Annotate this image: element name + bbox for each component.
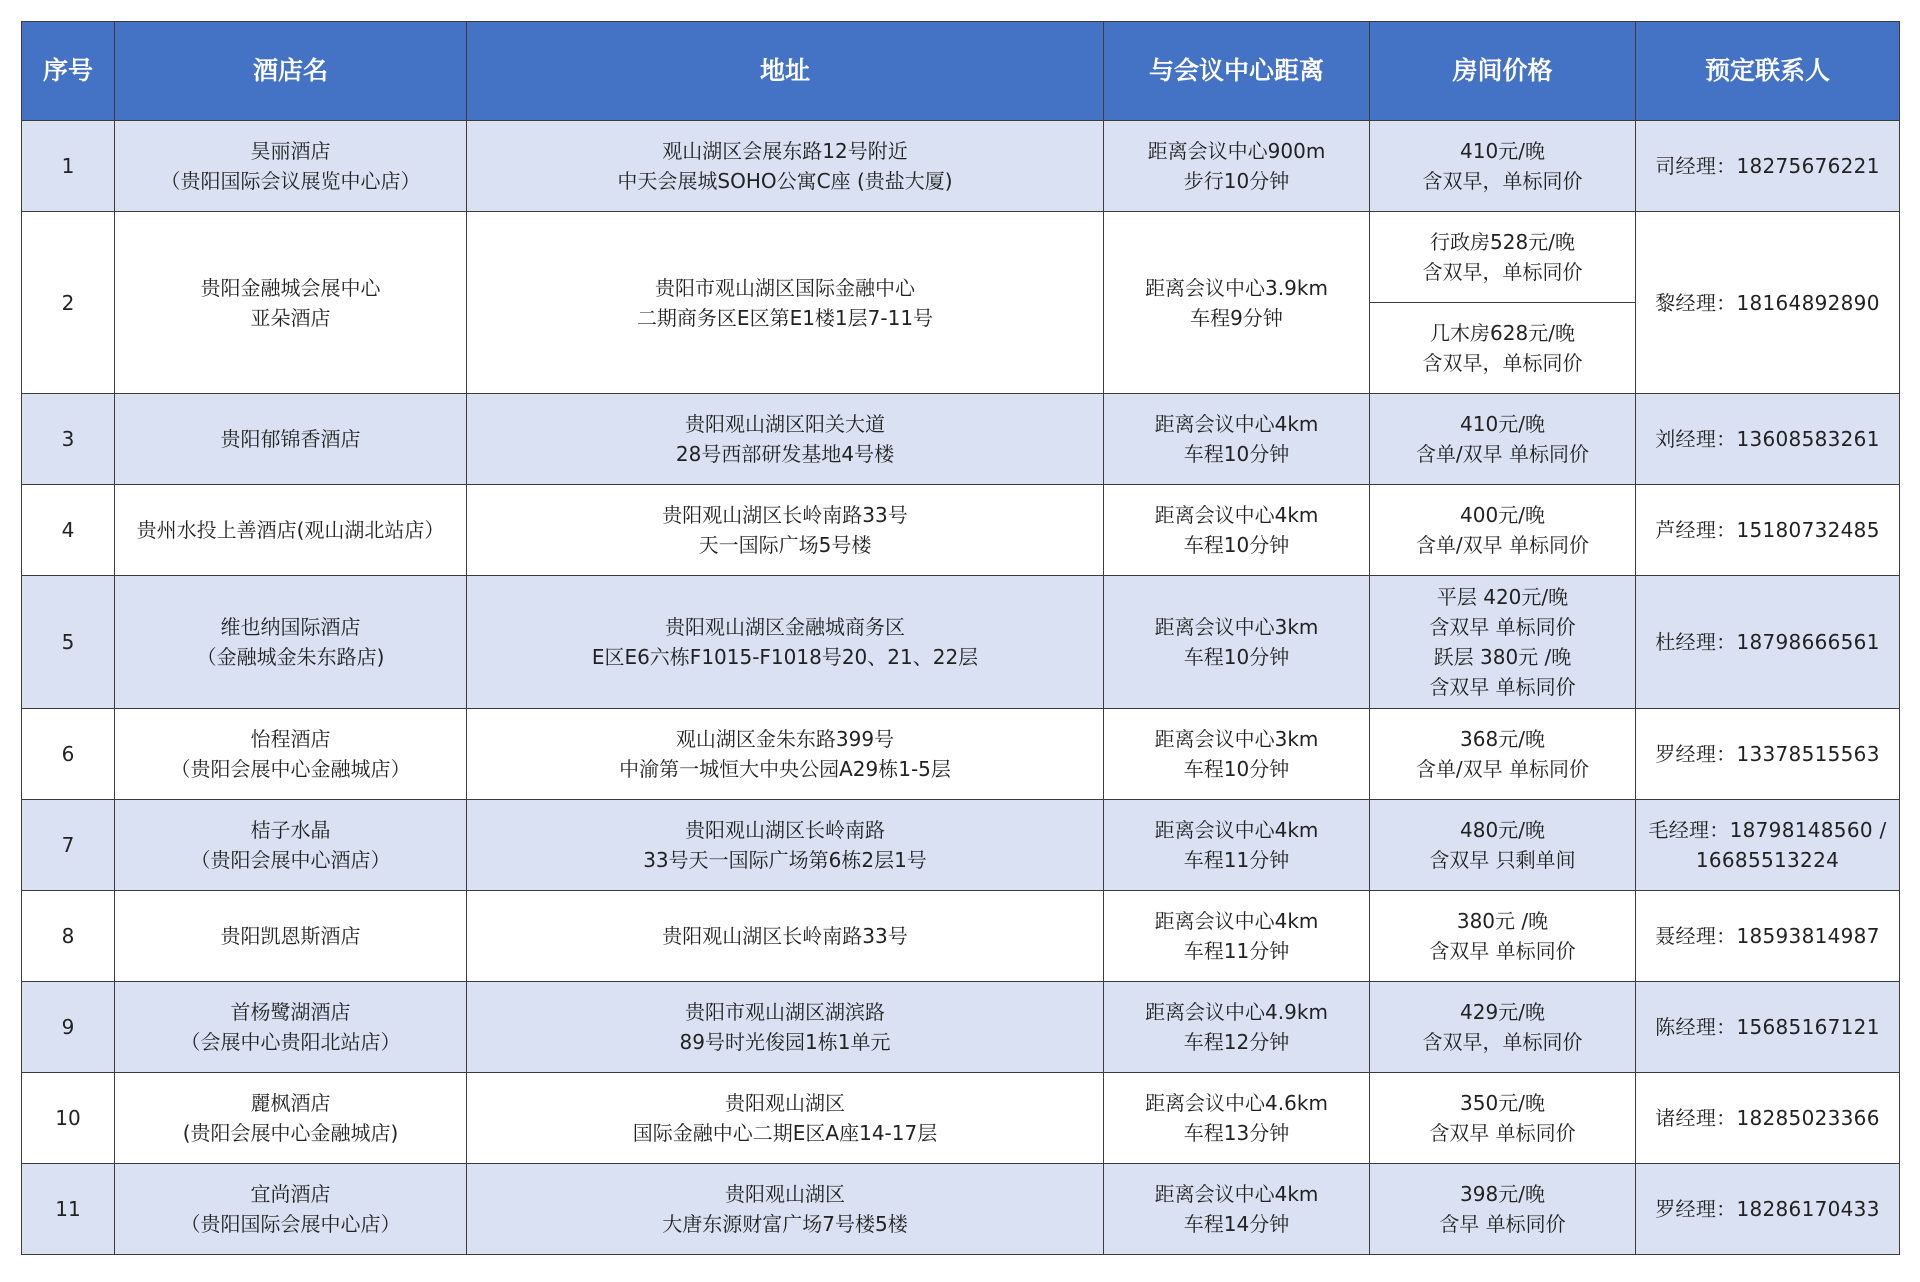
cell-contact [1636, 800, 1900, 891]
table-row [22, 709, 1900, 800]
cell-hotel-name-line: （会展中心贵阳北站店） [180, 1030, 401, 1054]
cell-distance-line: 车程11分钟 [1183, 939, 1290, 963]
cell-price-line: 410元/晚 [1460, 139, 1545, 163]
cell-price [1370, 982, 1636, 1073]
cell-price [1370, 485, 1636, 576]
cell-hotel-name-line: 贵阳凯恩斯酒店 [220, 924, 361, 948]
cell-distance [1104, 212, 1370, 394]
cell-hotel-name-line: 麗枫酒店 [250, 1091, 331, 1115]
cell-distance-line: 距离会议中心4km [1154, 412, 1319, 436]
cell-distance-line: 车程14分钟 [1183, 1212, 1290, 1236]
cell-price [1370, 1073, 1636, 1164]
cell-price [1370, 891, 1636, 982]
cell-address [467, 121, 1104, 212]
table-row [22, 982, 1900, 1073]
cell-contact-line: 陈经理：15685167121 [1655, 1015, 1880, 1039]
cell-contact [1636, 1073, 1900, 1164]
cell-address [467, 800, 1104, 891]
table-row [22, 800, 1900, 891]
cell-index: 11 [22, 1164, 115, 1255]
cell-hotel-name [115, 121, 467, 212]
table-row [22, 394, 1900, 485]
cell-distance [1104, 1164, 1370, 1255]
cell-price-line: 行政房528元/晚 [1430, 230, 1575, 254]
cell-address [467, 394, 1104, 485]
header-price: 房间价格 [1370, 22, 1636, 121]
cell-distance-line: 车程10分钟 [1183, 442, 1290, 466]
cell-index: 4 [22, 485, 115, 576]
cell-address-line: 贵阳观山湖区长岭南路33号 [662, 503, 908, 527]
cell-address-line: 贵阳观山湖区长岭南路33号 [662, 924, 908, 948]
cell-price-line: 380元 /晚 [1456, 909, 1549, 933]
cell-contact-line: 16685513224 [1695, 848, 1840, 872]
cell-index: 9 [22, 982, 115, 1073]
cell-hotel-name-line: 维也纳国际酒店 [220, 615, 361, 639]
cell-address-line: 贵阳观山湖区 [725, 1182, 845, 1206]
cell-distance-line: 距离会议中心4km [1154, 503, 1319, 527]
cell-hotel-name-line: 亚朵酒店 [250, 305, 331, 330]
cell-distance [1104, 982, 1370, 1073]
header-contact: 预定联系人 [1636, 22, 1900, 121]
cell-price [1370, 1164, 1636, 1255]
table-row [22, 1073, 1900, 1164]
table-header [22, 22, 1900, 121]
cell-index: 7 [22, 800, 115, 891]
cell-address-line: 天一国际广场5号楼 [698, 533, 872, 557]
cell-distance-line: 车程9分钟 [1190, 305, 1283, 330]
cell-address-line: 二期商务区E区第E1楼1层7-11号 [636, 305, 934, 330]
cell-address [467, 212, 1104, 394]
cell-contact [1636, 982, 1900, 1073]
cell-distance-line: 距离会议中心4.9km [1145, 1000, 1328, 1024]
cell-address-line: 贵阳观山湖区 [725, 1091, 845, 1115]
table-row [22, 576, 1900, 709]
cell-contact [1636, 485, 1900, 576]
cell-contact-line: 黎经理：18164892890 [1655, 290, 1880, 315]
cell-price-line: 含双早，单标同价 [1422, 1030, 1583, 1054]
table-row [22, 212, 1900, 303]
cell-address-line: 观山湖区金朱东路399号 [675, 727, 895, 751]
cell-address-line: 大唐东源财富广场7号楼5楼 [662, 1212, 908, 1236]
cell-price-line: 含双早 单标同价 [1429, 939, 1576, 963]
header-distance: 与会议中心距离 [1104, 22, 1370, 121]
header-hotel-name: 酒店名 [115, 22, 467, 121]
cell-hotel-name-line: 宜尚酒店 [250, 1182, 331, 1206]
cell-price-line: 跃层 380元 /晚 [1433, 645, 1572, 669]
cell-price-line: 410元/晚 [1460, 412, 1545, 436]
cell-price-line: 429元/晚 [1460, 1000, 1545, 1024]
cell-index: 8 [22, 891, 115, 982]
cell-address-line: 贵阳观山湖区阳关大道 [685, 412, 885, 436]
header-row [22, 22, 1900, 121]
cell-contact-line: 芦经理：15180732485 [1655, 518, 1880, 542]
cell-hotel-name [115, 1073, 467, 1164]
table-row [22, 121, 1900, 212]
cell-hotel-name [115, 212, 467, 394]
header-address: 地址 [467, 22, 1104, 121]
cell-contact-line: 杜经理：18798666561 [1655, 630, 1880, 654]
cell-contact [1636, 576, 1900, 709]
cell-price-line: 398元/晚 [1460, 1182, 1545, 1206]
cell-price [1370, 800, 1636, 891]
cell-address [467, 1164, 1104, 1255]
cell-address-line: 观山湖区会展东路12号附近 [662, 139, 908, 163]
cell-hotel-name-line: （贵阳会展中心金融城店） [170, 757, 411, 781]
cell-price-line: 含双早，单标同价 [1422, 260, 1583, 284]
cell-price-line: 含单/双早 单标同价 [1415, 757, 1590, 781]
cell-hotel-name-line: （金融城金朱东路店) [196, 645, 385, 669]
table-body [22, 121, 1900, 1255]
cell-distance-line: 车程10分钟 [1183, 757, 1290, 781]
cell-hotel-name [115, 891, 467, 982]
cell-distance-line: 车程11分钟 [1183, 848, 1290, 872]
header-index: 序号 [22, 22, 115, 121]
cell-index: 1 [22, 121, 115, 212]
cell-distance-line: 车程10分钟 [1183, 533, 1290, 557]
cell-distance-line: 距离会议中心4km [1154, 818, 1319, 842]
cell-contact-line: 毛经理：18798148560 / [1648, 818, 1887, 842]
cell-contact-line: 聂经理：18593814987 [1655, 924, 1880, 948]
cell-hotel-name [115, 485, 467, 576]
cell-contact [1636, 1164, 1900, 1255]
cell-address-line: 33号天一国际广场第6栋2层1号 [643, 848, 927, 872]
cell-address [467, 709, 1104, 800]
cell-distance-line: 距离会议中心3.9km [1145, 275, 1328, 300]
cell-address [467, 1073, 1104, 1164]
cell-address [467, 982, 1104, 1073]
cell-hotel-name-line: 昊丽酒店 [250, 139, 331, 163]
cell-price-line: 含单/双早 单标同价 [1415, 442, 1590, 466]
cell-price [1370, 121, 1636, 212]
cell-price-line: 480元/晚 [1460, 818, 1545, 842]
cell-address-line: 贵阳观山湖区金融城商务区 [665, 615, 905, 639]
cell-index: 2 [22, 212, 115, 394]
cell-index: 10 [22, 1073, 115, 1164]
cell-hotel-name-line: （贵阳国际会议展览中心店） [160, 169, 421, 193]
cell-price-line: 含双早 只剩单间 [1429, 848, 1576, 872]
cell-address [467, 891, 1104, 982]
cell-address-line: 贵阳市观山湖区湖滨路 [685, 1000, 885, 1024]
cell-price [1370, 709, 1636, 800]
cell-price-line: 350元/晚 [1460, 1091, 1545, 1115]
cell-hotel-name [115, 800, 467, 891]
cell-address-line: 中渝第一城恒大中央公园A29栋1-5层 [619, 757, 951, 781]
cell-hotel-name [115, 394, 467, 485]
cell-distance-line: 距离会议中心4km [1154, 909, 1319, 933]
table-row [22, 1164, 1900, 1255]
cell-index: 6 [22, 709, 115, 800]
cell-price-line: 平层 420元/晚 [1436, 585, 1569, 609]
cell-address-line: E区E6六栋F1015-F1018号20、21、22层 [591, 645, 979, 669]
cell-contact [1636, 891, 1900, 982]
cell-address-line: 中天会展城SOHO公寓C座 (贵盐大厦) [617, 169, 953, 193]
cell-price [1370, 212, 1636, 303]
cell-price-line: 含双早，单标同价 [1422, 169, 1583, 193]
cell-hotel-name-line: 桔子水晶 [250, 818, 331, 842]
cell-address-line: 国际金融中心二期E区A座14-17层 [632, 1121, 938, 1145]
cell-distance-line: 车程13分钟 [1183, 1121, 1290, 1145]
cell-distance-line: 距离会议中心3km [1154, 615, 1319, 639]
cell-contact-line: 刘经理：13608583261 [1655, 427, 1880, 451]
cell-hotel-name [115, 982, 467, 1073]
cell-distance [1104, 709, 1370, 800]
cell-price-line: 含双早 单标同价 [1429, 675, 1576, 699]
cell-address [467, 576, 1104, 709]
cell-address-line: 贵阳观山湖区长岭南路 [685, 818, 885, 842]
cell-contact-line: 罗经理：18286170433 [1655, 1197, 1880, 1221]
hotel-table [21, 21, 1900, 1255]
cell-distance [1104, 576, 1370, 709]
cell-distance-line: 距离会议中心4km [1154, 1182, 1319, 1206]
cell-price [1370, 576, 1636, 709]
cell-distance-line: 车程12分钟 [1183, 1030, 1290, 1054]
cell-address [467, 485, 1104, 576]
cell-hotel-name-line: 贵州水投上善酒店(观山湖北站店） [136, 518, 445, 542]
cell-distance [1104, 485, 1370, 576]
cell-price-line: 含双早 单标同价 [1429, 615, 1576, 639]
cell-price [1370, 394, 1636, 485]
cell-contact [1636, 212, 1900, 394]
cell-price-line: 几木房628元/晚 [1430, 321, 1575, 345]
cell-index: 5 [22, 576, 115, 709]
cell-hotel-name-line: （贵阳国际会展中心店） [180, 1212, 401, 1236]
table-row [22, 891, 1900, 982]
cell-distance [1104, 394, 1370, 485]
cell-contact-line: 诸经理：18285023366 [1655, 1106, 1880, 1130]
hotel-table-container [21, 21, 1899, 1255]
cell-address-line: 28号西部研发基地4号楼 [675, 442, 895, 466]
cell-hotel-name [115, 1164, 467, 1255]
cell-price-line: 含单/双早 单标同价 [1415, 533, 1590, 557]
cell-price-line: 含早 单标同价 [1439, 1212, 1566, 1236]
cell-distance [1104, 891, 1370, 982]
cell-hotel-name-line: 怡程酒店 [250, 727, 331, 751]
cell-contact-line: 司经理：18275676221 [1655, 154, 1880, 178]
cell-price-line: 含双早，单标同价 [1422, 351, 1583, 375]
cell-distance-line: 车程10分钟 [1183, 645, 1290, 669]
cell-price-line: 400元/晚 [1460, 503, 1545, 527]
cell-address-line: 89号时光俊园1栋1单元 [679, 1030, 891, 1054]
cell-address-line: 贵阳市观山湖区国际金融中心 [655, 275, 915, 300]
cell-contact [1636, 394, 1900, 485]
cell-index: 3 [22, 394, 115, 485]
cell-hotel-name-line: 贵阳金融城会展中心 [200, 275, 381, 300]
cell-hotel-name-line: (贵阳会展中心金融城店) [182, 1121, 399, 1145]
cell-price-line: 368元/晚 [1460, 727, 1545, 751]
table-row [22, 485, 1900, 576]
cell-distance [1104, 121, 1370, 212]
cell-price-line: 含双早 单标同价 [1429, 1121, 1576, 1145]
cell-hotel-name [115, 576, 467, 709]
cell-distance-line: 步行10分钟 [1183, 169, 1290, 193]
cell-hotel-name-line: 贵阳郁锦香酒店 [220, 427, 361, 451]
cell-distance-line: 距离会议中心900m [1147, 139, 1326, 163]
cell-distance [1104, 1073, 1370, 1164]
cell-hotel-name-line: 首杨鹭湖酒店 [230, 1000, 351, 1024]
cell-contact [1636, 709, 1900, 800]
cell-hotel-name-line: （贵阳会展中心酒店） [190, 848, 391, 872]
cell-contact [1636, 121, 1900, 212]
cell-hotel-name [115, 709, 467, 800]
cell-distance [1104, 800, 1370, 891]
cell-distance-line: 距离会议中心4.6km [1145, 1091, 1328, 1115]
cell-contact-line: 罗经理：13378515563 [1655, 742, 1880, 766]
cell-distance-line: 距离会议中心3km [1154, 727, 1319, 751]
cell-price [1370, 303, 1636, 394]
